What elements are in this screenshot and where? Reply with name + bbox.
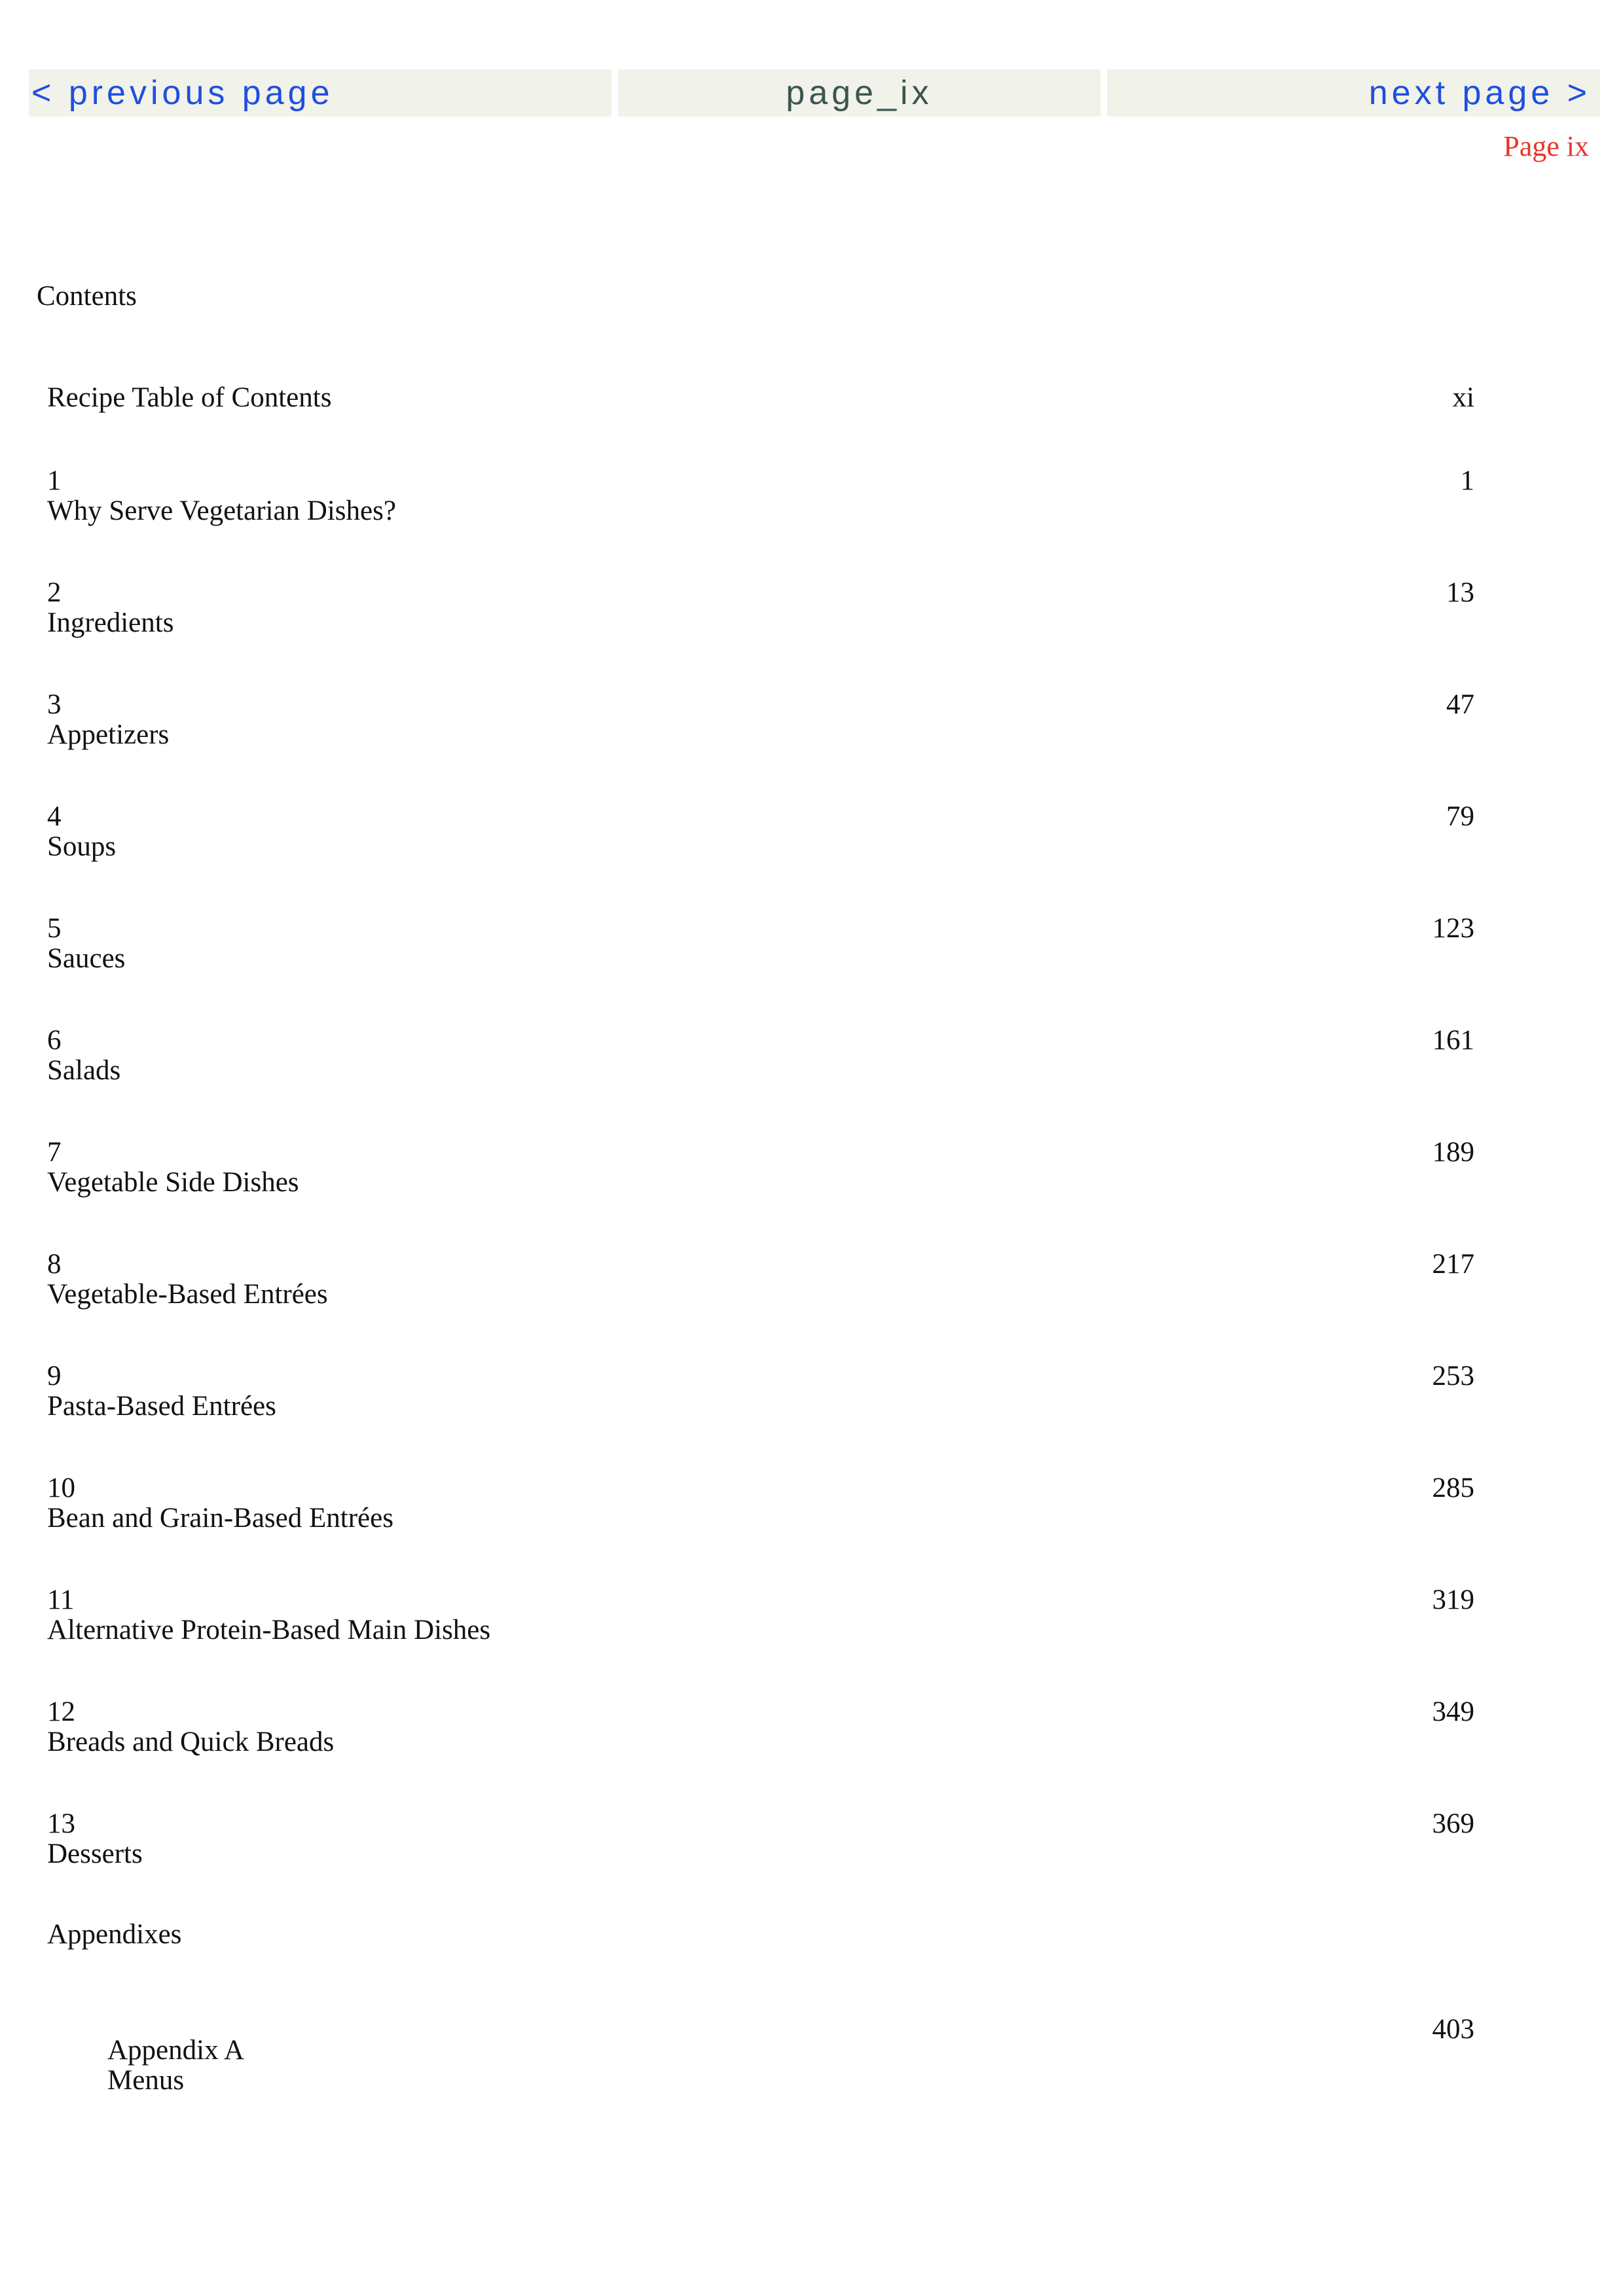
contents-heading: Contents bbox=[37, 281, 137, 312]
toc-entry-chapter-6[interactable] bbox=[47, 1026, 1474, 1086]
toc-entry-title: Ingredients bbox=[47, 607, 174, 638]
toc-entry-page: 47 bbox=[1446, 689, 1474, 720]
toc-entry-page: 349 bbox=[1432, 1696, 1474, 1727]
toc-entry-title: Vegetable Side Dishes bbox=[47, 1167, 299, 1198]
toc-entry-chapter-8[interactable] bbox=[47, 1249, 1474, 1310]
toc-entry-page: 189 bbox=[1432, 1137, 1474, 1168]
toc-entry-number: 5 bbox=[47, 913, 62, 944]
toc-entry-number: 11 bbox=[47, 1585, 75, 1615]
toc-entry-number: Appendix A bbox=[107, 2035, 245, 2066]
toc-entry-title: Pasta-Based Entrées bbox=[47, 1391, 276, 1422]
toc-entry-chapter-11[interactable] bbox=[47, 1585, 1474, 1645]
toc-entry-number: 12 bbox=[47, 1696, 75, 1727]
toc-entry-title: Vegetable-Based Entrées bbox=[47, 1279, 328, 1310]
toc-entry-page: 285 bbox=[1432, 1473, 1474, 1503]
next-page-link[interactable]: next page > bbox=[1107, 69, 1600, 117]
toc-entry-number: 9 bbox=[47, 1361, 62, 1391]
toc-entry-number: 13 bbox=[47, 1808, 75, 1839]
toc-entry-number: 4 bbox=[47, 801, 62, 832]
toc-entry-number: 7 bbox=[47, 1137, 62, 1168]
toc-entry-number: 2 bbox=[47, 577, 62, 608]
toc-entry-chapter-9[interactable] bbox=[47, 1361, 1474, 1422]
toc-entry-page: 403 bbox=[1432, 2014, 1474, 2045]
toc-appendixes-label: Appendixes bbox=[47, 1919, 182, 1950]
toc-entry-title: Why Serve Vegetarian Dishes? bbox=[47, 495, 396, 526]
toc-entry-chapter-1[interactable] bbox=[47, 466, 1474, 526]
toc-entry-recipe-contents[interactable] bbox=[47, 383, 1474, 413]
toc-entry-page: 319 bbox=[1432, 1585, 1474, 1615]
toc-entry-chapter-10[interactable] bbox=[47, 1473, 1474, 1534]
toc-entry-title: Alternative Protein-Based Main Dishes bbox=[47, 1615, 491, 1645]
page-navigation-bar bbox=[29, 69, 1600, 117]
toc-entry-page: 79 bbox=[1446, 801, 1474, 832]
toc-entry-title: Appetizers bbox=[47, 719, 170, 750]
toc-entry-number: 1 bbox=[47, 465, 62, 496]
toc-entry-number: 10 bbox=[47, 1473, 75, 1503]
toc-entry-page: 369 bbox=[1432, 1808, 1474, 1839]
toc-entry-page: 123 bbox=[1432, 913, 1474, 944]
toc-appendixes-heading bbox=[47, 1920, 1474, 1950]
toc-entry-number: 8 bbox=[47, 1249, 62, 1280]
toc-entry-title: Salads bbox=[47, 1055, 121, 1086]
toc-entry-chapter-7[interactable] bbox=[47, 1138, 1474, 1198]
toc-entry-page: 161 bbox=[1432, 1025, 1474, 1056]
toc-entry-title: Recipe Table of Contents bbox=[47, 382, 332, 413]
page-marker: Page ix bbox=[1503, 130, 1589, 162]
toc-entry-appendix-a[interactable] bbox=[107, 2014, 1474, 2096]
previous-page-link[interactable]: < previous page bbox=[29, 69, 611, 117]
toc-entry-chapter-4[interactable] bbox=[47, 802, 1474, 862]
toc-entry-title: Breads and Quick Breads bbox=[47, 1727, 335, 1757]
toc-entry-page: 253 bbox=[1432, 1361, 1474, 1391]
toc-entry-chapter-2[interactable] bbox=[47, 578, 1474, 638]
toc-entry-chapter-12[interactable] bbox=[47, 1697, 1474, 1757]
toc-entry-title: Soups bbox=[47, 831, 117, 862]
toc-entry-page: 1 bbox=[1460, 465, 1474, 496]
toc-entry-number: 3 bbox=[47, 689, 62, 720]
toc-entry-page: 13 bbox=[1446, 577, 1474, 608]
toc-entry-chapter-13[interactable] bbox=[47, 1809, 1474, 1869]
toc-entry-page: 217 bbox=[1432, 1249, 1474, 1280]
toc-entry-chapter-3[interactable] bbox=[47, 690, 1474, 750]
toc-entry-page: xi bbox=[1452, 382, 1474, 413]
toc-entry-title: Bean and Grain-Based Entrées bbox=[47, 1503, 393, 1534]
page-id-label: page_ix bbox=[618, 69, 1101, 117]
toc-entry-title: Menus bbox=[107, 2065, 185, 2096]
toc-entry-title: Sauces bbox=[47, 943, 126, 974]
toc-entry-chapter-5[interactable] bbox=[47, 914, 1474, 974]
toc-entry-title: Desserts bbox=[47, 1839, 143, 1869]
toc-entry-number: 6 bbox=[47, 1025, 62, 1056]
